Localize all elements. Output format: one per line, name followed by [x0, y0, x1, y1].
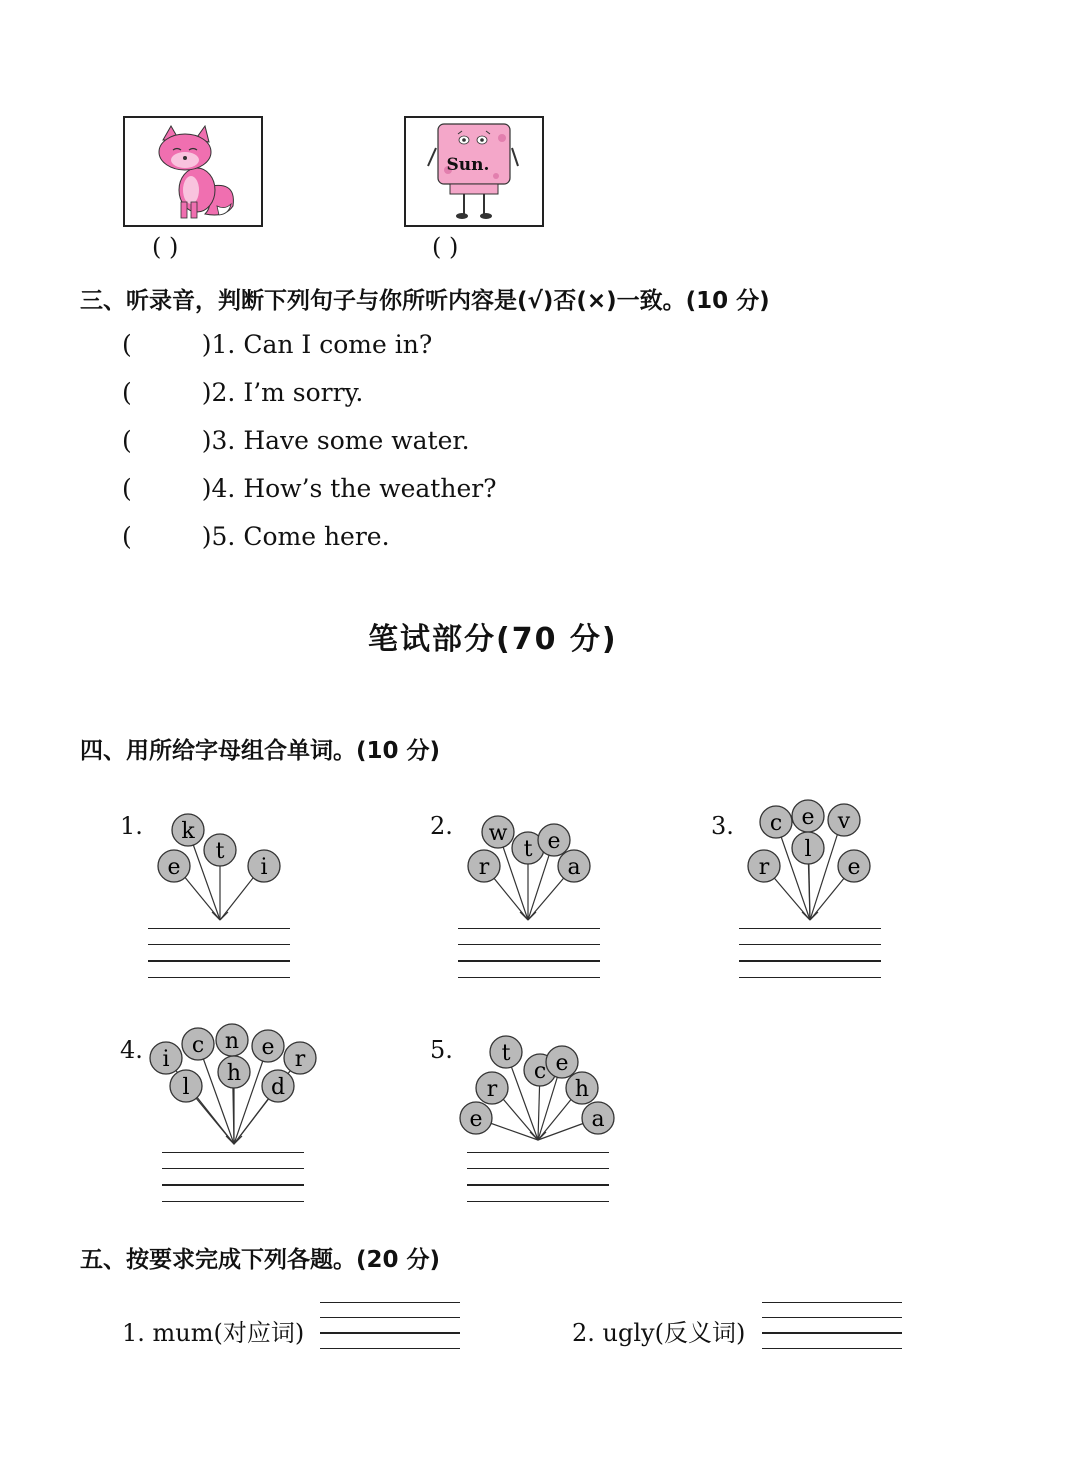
- svg-text:l: l: [182, 1075, 190, 1100]
- svg-text:e: e: [469, 1107, 483, 1132]
- balloon: [468, 850, 500, 882]
- balloon: [566, 1072, 598, 1104]
- group-number-4: 4.: [120, 1036, 143, 1064]
- sponge-icon: [438, 124, 510, 184]
- group-number-5: 5.: [430, 1036, 453, 1064]
- svg-text:c: c: [769, 811, 783, 836]
- balloon: [150, 1042, 182, 1074]
- balloon: [546, 1046, 578, 1078]
- answer-paren-close: ): [201, 426, 212, 455]
- balloon: [284, 1042, 316, 1074]
- svg-text:c: c: [533, 1059, 547, 1084]
- svg-text:r: r: [294, 1047, 306, 1072]
- answer-lines-3[interactable]: [739, 928, 881, 993]
- svg-text:h: h: [226, 1061, 242, 1086]
- svg-text:e: e: [261, 1035, 275, 1060]
- sentence-text: 2. I’m sorry.: [211, 378, 364, 407]
- fox-icon: [125, 118, 261, 225]
- svg-text:a: a: [567, 855, 581, 880]
- balloon: [828, 804, 860, 836]
- sponge-sign-text: Sun.: [446, 155, 490, 175]
- written-part-title: 笔试部分(70 分): [368, 622, 618, 657]
- task-item-1: 1. mum(对应词): [122, 1319, 305, 1347]
- listen-item-4: [122, 474, 497, 503]
- answer-lines-4[interactable]: [162, 1152, 304, 1217]
- balloon: [792, 800, 824, 832]
- answer-paren-open[interactable]: (: [122, 474, 132, 503]
- svg-text:w: w: [488, 821, 508, 846]
- balloon: [760, 806, 792, 838]
- answer-paren-open[interactable]: (: [122, 378, 132, 407]
- answer-paren-close: ): [201, 522, 212, 551]
- balloon: [558, 850, 590, 882]
- balloon: [748, 850, 780, 882]
- balloon: [490, 1036, 522, 1068]
- balloon: [838, 850, 870, 882]
- sentence-text: 5. Come here.: [211, 522, 390, 551]
- balloon: [170, 1070, 202, 1102]
- svg-text:e: e: [801, 805, 815, 830]
- svg-text:c: c: [191, 1033, 205, 1058]
- task-answer-lines-2[interactable]: [762, 1302, 902, 1364]
- balloon: [792, 832, 824, 864]
- section5-heading: 五、按要求完成下列各题。(20 分): [80, 1247, 441, 1273]
- listen-item-5: [122, 522, 390, 551]
- answer-paren-open[interactable]: (: [122, 426, 132, 455]
- sentence-text: 4. How’s the weather?: [211, 474, 497, 503]
- answer-paren-open[interactable]: (: [122, 330, 132, 359]
- svg-text:d: d: [270, 1075, 286, 1100]
- svg-text:r: r: [486, 1077, 498, 1102]
- balloon-group-4: [148, 1016, 320, 1150]
- balloon: [218, 1056, 250, 1088]
- listen-item-1: [122, 330, 432, 359]
- listen-item-3: [122, 426, 470, 455]
- answer-paren-1[interactable]: ( ): [152, 233, 179, 261]
- svg-text:t: t: [523, 837, 533, 862]
- sponge-picture: [404, 116, 544, 227]
- balloon: [252, 1030, 284, 1062]
- listen-item-2: [122, 378, 363, 407]
- balloon-group-3: [740, 790, 880, 924]
- svg-text:e: e: [555, 1051, 569, 1076]
- svg-text:l: l: [804, 837, 812, 862]
- answer-paren-2[interactable]: ( ): [432, 233, 459, 261]
- fox-picture: [123, 116, 263, 227]
- balloon: [262, 1070, 294, 1102]
- answer-paren-close: ): [201, 474, 212, 503]
- svg-text:r: r: [758, 855, 770, 880]
- balloon: [158, 850, 190, 882]
- answer-paren-open[interactable]: (: [122, 522, 132, 551]
- answer-lines-2[interactable]: [458, 928, 600, 993]
- balloon: [216, 1024, 248, 1056]
- balloon: [476, 1072, 508, 1104]
- balloon: [538, 824, 570, 856]
- svg-text:i: i: [162, 1047, 170, 1072]
- balloon-group-1: [148, 808, 288, 924]
- task-answer-lines-1[interactable]: [320, 1302, 460, 1364]
- svg-text:v: v: [837, 809, 851, 834]
- svg-text:n: n: [224, 1029, 240, 1054]
- answer-lines-1[interactable]: [148, 928, 290, 993]
- sentence-text: 3. Have some water.: [211, 426, 470, 455]
- sentence-text: 1. Can I come in?: [211, 330, 433, 359]
- task-item-2: 2. ugly(反义词): [572, 1319, 746, 1347]
- answer-paren-close: ): [201, 378, 212, 407]
- group-number-1: 1.: [120, 812, 143, 840]
- svg-text:t: t: [501, 1041, 511, 1066]
- group-number-2: 2.: [430, 812, 453, 840]
- svg-text:a: a: [591, 1107, 605, 1132]
- svg-text:e: e: [167, 855, 181, 880]
- group-number-3: 3.: [711, 812, 734, 840]
- balloon: [172, 814, 204, 846]
- answer-paren-close: ): [201, 330, 212, 359]
- balloon: [248, 850, 280, 882]
- svg-text:e: e: [547, 829, 561, 854]
- balloon: [482, 816, 514, 848]
- svg-text:e: e: [847, 855, 861, 880]
- svg-text:t: t: [215, 839, 225, 864]
- svg-text:k: k: [181, 819, 195, 844]
- balloon-group-2: [458, 808, 598, 924]
- answer-lines-5[interactable]: [467, 1152, 609, 1217]
- section3-heading: 三、听录音，判断下列句子与你所听内容是(√)否(×)一致。(10 分): [80, 288, 770, 314]
- balloon: [582, 1102, 614, 1134]
- balloon: [182, 1028, 214, 1060]
- svg-text:h: h: [574, 1077, 590, 1102]
- balloon: [204, 834, 236, 866]
- svg-text:r: r: [478, 855, 490, 880]
- svg-text:i: i: [260, 855, 268, 880]
- balloon-group-5: [456, 1030, 620, 1146]
- balloon: [460, 1102, 492, 1134]
- section4-heading: 四、用所给字母组合单词。(10 分): [80, 738, 441, 764]
